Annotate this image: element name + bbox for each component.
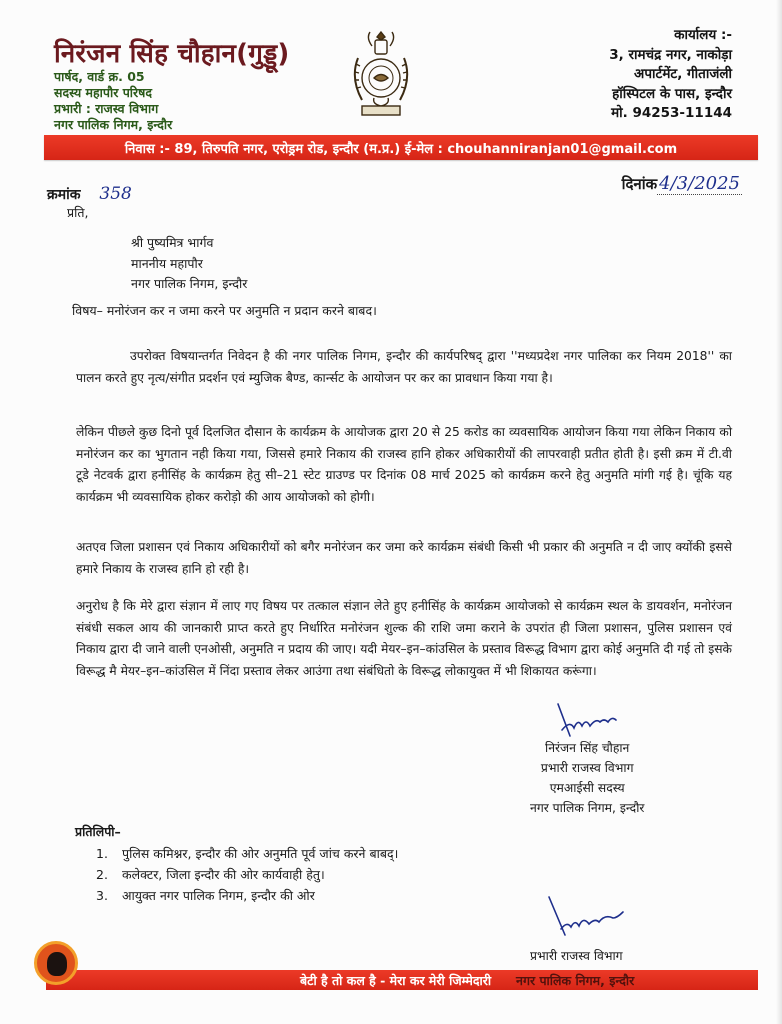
office-address-line: अपार्टमेंट, गीताजंली [634, 66, 732, 82]
subject-line: विषय– मनोरंजन कर न जमा करने पर अनुमति न प्रदान करने बाबद। [72, 303, 377, 318]
office-address-line: 3, रामचंद्र नगर, नाकोड़ा [609, 46, 732, 63]
residence-email-text: निवास :- 89, तिरुपति नगर, एरोड्रम रोड, इन्दौर (म.प्र.) ई-मेल : chouhanniranjan01@gmail.com [124, 142, 678, 157]
copy-to-title: प्रतिलिपी– [75, 824, 121, 839]
addressee-line: माननीय महापौर [131, 255, 203, 271]
badge-figure [47, 952, 67, 976]
copy-to-list [96, 843, 398, 906]
item-number: 3. [96, 888, 108, 903]
footer-band [46, 970, 758, 990]
item-number: 2. [96, 867, 108, 882]
body-paragraph: अनुरोध है कि मेरे द्वारा संज्ञान में लाए गए विषय पर तत्काल संज्ञान लेते हुए हनीसिंह के कार्यक्रम आयोजको से कार्यक्रम स्थल के डायवर्शन, मनोरंजन संबंधी सकल आय की जानकारी प्राप्त करते हुए निर्धारित मनोरंजन शुल्क की राशि जमा कराने के उपरांत ही जिला प्रशासन, पुलिस प्रशासन एवं निकाय द्वारा दी जाने वाली एनओसी, अनुमति न प्रदाय की जाए। यदी मेयर–इन–कांउसिल के प्रस्ताव विरूद्ध विभाग द्वारा कोई अनुमति दी गई तो इसके विरूद्ध मै मेयर–इन–कांउसिल में निंदा प्रस्ताव लेकर आउंगा तथा संबंधितो के विरूद्ध लोकायुक्त में भी शिकायत करूंगा। [76, 599, 732, 678]
item-text: कलेक्टर, जिला इन्दौर की ओर कार्यवाही हेतु। [122, 867, 325, 882]
copy-to-item [96, 864, 398, 885]
municipal-corporation-emblem-icon [350, 28, 412, 120]
second-signature-scribble-icon [545, 895, 635, 940]
signature-line: प्रभारी राजस्व विभाग [540, 761, 634, 775]
letterhead-designations [54, 69, 172, 133]
page-edge [776, 0, 782, 1024]
letter-date [622, 173, 742, 194]
date-label: दिनांक [621, 175, 658, 193]
designation-line: प्रभारी : राजस्व विभाग [54, 101, 159, 116]
date-value: 4/3/2025 [659, 173, 740, 194]
office-address [609, 26, 732, 124]
office-address-line: हॉस्पिटल के पास, इन्दौर [612, 85, 732, 102]
copy-to-item [96, 885, 398, 906]
item-text: आयुक्त नगर पालिक निगम, इन्दौर की ओर [122, 888, 315, 903]
body-paragraph: अतएव जिला प्रशासन एवं निकाय अधिकारीयों को बगैर मनोरंजन कर जमा करे कार्यक्रम संबंधी किसी भी प्रकार की अनुमति न दी जाए क्योंकी इससे हमारे निकाय के राजस्व हानि हो रही है। [76, 540, 732, 576]
signature-block [530, 738, 644, 818]
signature-scribble-icon [548, 700, 628, 740]
signature-line: नगर पालिक निगम, इन्दौर [530, 801, 645, 815]
letterhead-name: निरंजन सिंह चौहान(गुड्डू) [54, 39, 290, 69]
reference-number [47, 184, 132, 204]
beti-campaign-badge-icon [34, 941, 78, 985]
signature-line: एमआईसी सदस्य [549, 781, 625, 795]
body-paragraph: उपरोक्त विषयान्तर्गत निवेदन है की नगर पालिक निगम, इन्दौर की कार्यपरिषद् द्वारा ''मध्यप्रदेश नगर पालिका कर नियम 2018'' का पालन करते हुए नृत्य/संगीत प्रदर्शन एवं म्युजिक बैण्ड, कार्न्सट के आयोजन पर कर का प्रावधान किया गया है। [76, 349, 732, 385]
addressee-line: श्री पुष्यमित्र भार्गव [131, 235, 214, 250]
designation-line: नगर पालिक निगम, इन्दौर [54, 117, 173, 132]
signature-line: निरंजन सिंह चौहान [545, 741, 630, 755]
copy-to-item [96, 843, 398, 864]
body-paragraph: लेकिन पीछले कुछ दिनो पूर्व दिलजित दौसान के कार्यक्रम के आयोजक द्वारा 20 से 25 करोड का व्यवसायिक आयोजन किया गया लेकिन निकाय को मनोरंजन कर का भुगतान नही किया गया, जिससे हमारे निकाय की राजस्व हानि होकर अधिकारीयों की लापरवाही प्रतीत होती है। इसी क्रम में टी.वी टूडे नेटवर्क द्वारा हनीसिंह के कार्यक्रम हेतु सी–21 स्टेट ग्राउण्ड पर दिनांक 08 मार्च 2025 को कार्यक्रम करने हेतु अनुमति मांगी गई है। चूंकि यह कार्यक्रम भी व्यवसायिक होकर करोड़ो की आय आयोजको को होगी। [76, 425, 732, 504]
to-label: प्रति, [67, 205, 89, 220]
footer-office: नगर पालिक निगम, इन्दौर [516, 973, 635, 988]
reference-value: 358 [99, 184, 132, 204]
addressee-line: नगर पालिक निगम, इन्दौर [131, 276, 248, 291]
item-text: पुलिस कमिश्नर, इन्दौर की ओर अनुमति पूर्व जांच करने बाबद्। [122, 846, 399, 861]
item-number: 1. [96, 846, 108, 861]
second-signature-line: प्रभारी राजस्व विभाग [530, 949, 623, 963]
office-label: कार्यालय :- [674, 27, 732, 43]
residence-band [44, 135, 758, 160]
addressee-block [131, 233, 247, 295]
office-mobile: मो. 94253-11144 [611, 105, 732, 121]
footer-slogan: बेटी है तो कल है - मेरा कर मेरी जिम्मेदारी [300, 973, 492, 988]
designation-line: सदस्य महापौर परिषद [54, 85, 153, 100]
reference-label: क्रमांक [47, 187, 81, 203]
designation-line: पार्षद, वार्ड क्र. 05 [54, 69, 145, 84]
